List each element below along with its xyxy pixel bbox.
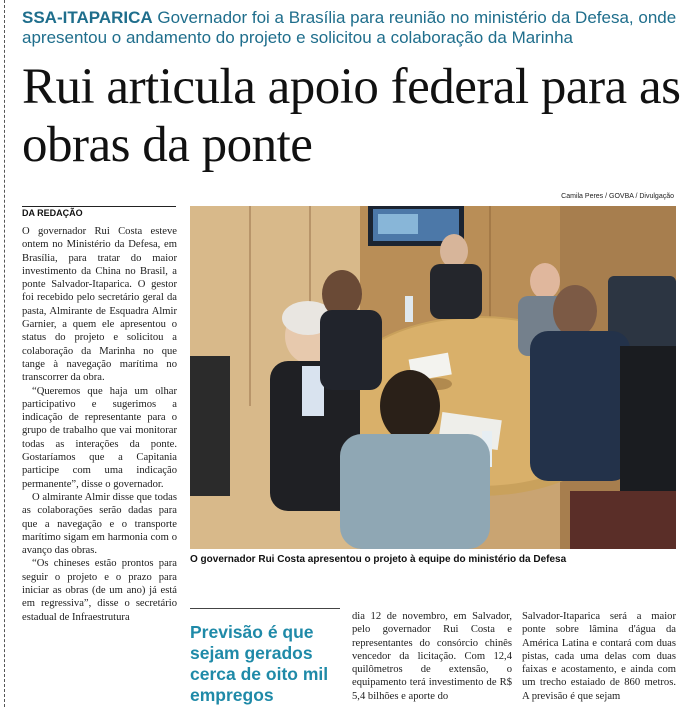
paragraph: “Os chineses estão prontos para seguir o projeto e o prazo para iniciar as obras (de um ano) já está em regressiva”, disse o secretário estadual de Infraestrutura bbox=[22, 558, 177, 623]
page-cut-line bbox=[4, 0, 5, 707]
subhead: Previsão é que sejam gerados cerca de oito mil empregos bbox=[190, 622, 329, 705]
kicker-tag: SSA-ITAPARICA bbox=[22, 8, 153, 27]
byline-rule bbox=[22, 206, 176, 207]
headline: Rui articula apoio federal para as obras da ponte bbox=[22, 59, 681, 173]
subhead-rule bbox=[190, 608, 340, 609]
photo-credit: Camila Peres / GOVBA / Divulgação bbox=[561, 193, 674, 200]
kicker-text: Governador foi a Brasília para reunião no ministério da Defesa, onde apresentou o andamento do projeto e solicitou a colaboração da Marinha bbox=[22, 8, 677, 47]
kicker bbox=[22, 8, 682, 48]
byline: DA REDAÇÃO bbox=[22, 208, 83, 218]
paragraph: Salvador-Itaparica será a maior ponte sobre lâmina d'água da América Latina e contará com duas pistas, cada uma delas com duas faixas e acostamento, e ainda com um trecho estaiado de 860 metros. A previsão é que sejam bbox=[522, 611, 676, 702]
meeting-photo bbox=[190, 206, 676, 549]
photo-caption: O governador Rui Costa apresentou o projeto à equipe do ministério da Defesa bbox=[190, 554, 567, 565]
paragraph: dia 12 de novembro, em Salvador, pelo governador Rui Costa e representantes do consórcio chinês vencedor da licitação. Com 12,4 quilômetros de extensão, o equipamento terá investimento de R$ 5,4 bilhões e aporte do bbox=[352, 611, 512, 702]
article-column-1 bbox=[22, 225, 177, 707]
article-column-3 bbox=[352, 610, 512, 707]
paragraph: O governador Rui Costa esteve ontem no Ministério da Defesa, em Brasília, para tratar do maior investimento da China no Brasil, a ponte Salvador-Itaparica. O gestor foi recebido pelo secretário geral da pasta, Almirante de Esquadra Almir Garnier, a quem ele apresentou o status do projeto e solicitou a colaboração da Marinha no que tange à navegação marítima no transcorrer da obra. bbox=[22, 226, 177, 384]
paragraph: O almirante Almir disse que todas as colaborações serão dadas para que a navegação e o transporte marítimo sigam em harmonia com o avanço das obras. bbox=[22, 491, 177, 557]
paragraph: “Queremos que haja um olhar participativo e sugerimos a indicação de representante para o grupo de trabalho que vai monitorar todas as interações da ponte. Gostaríamos que a Capitania participe com uma indicação permanente”, disse o governador. bbox=[22, 385, 177, 490]
article-column-4 bbox=[522, 610, 676, 707]
